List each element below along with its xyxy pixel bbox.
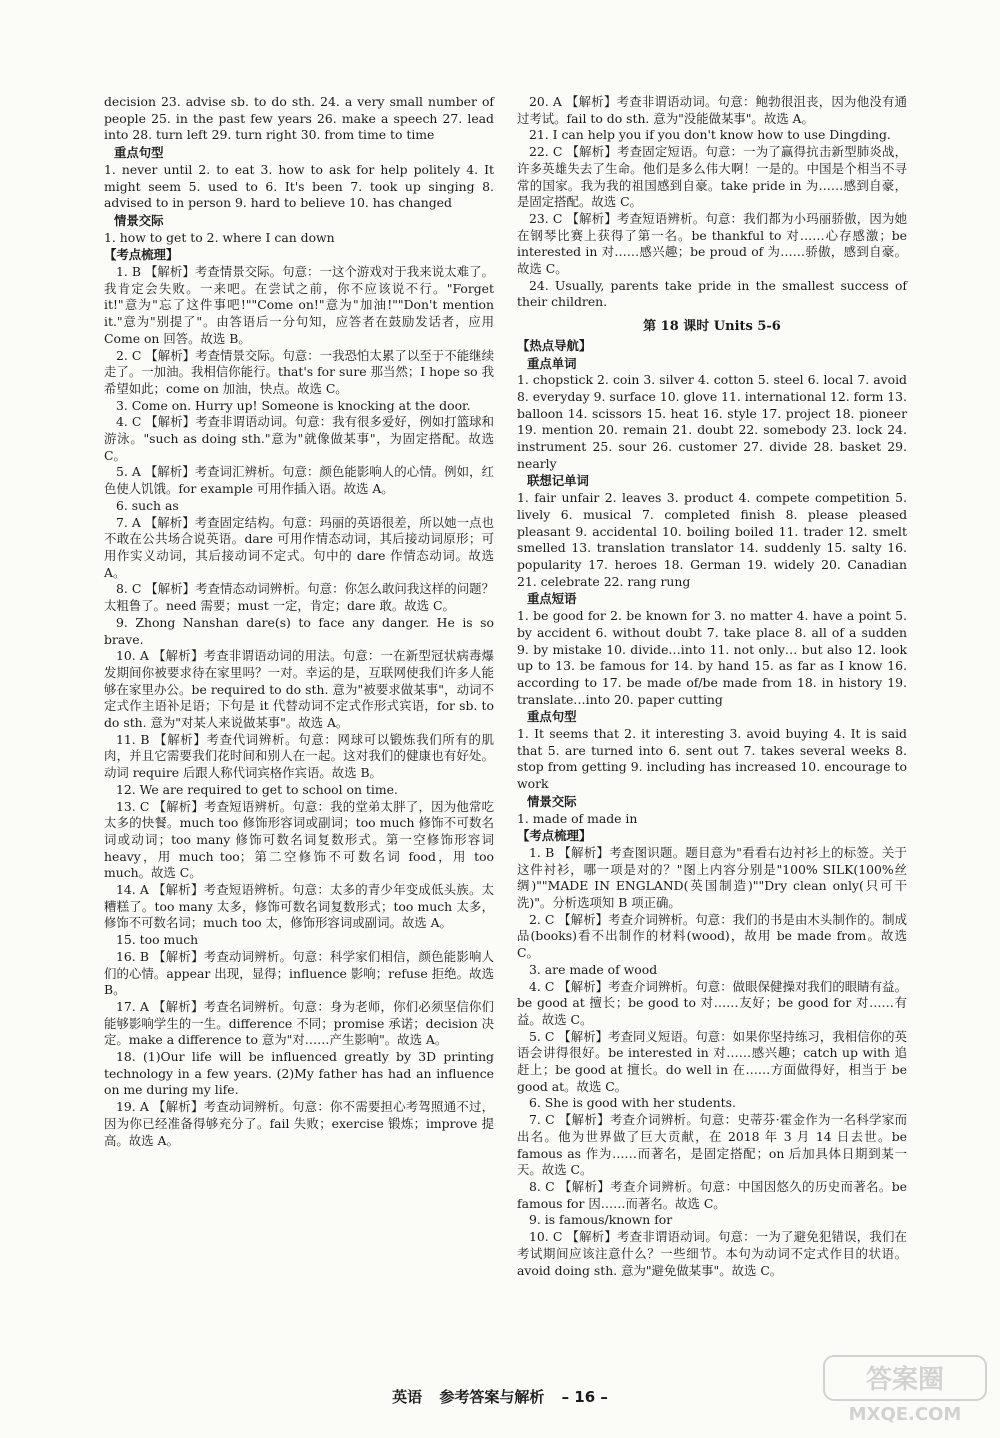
answer-paragraph: 5. C 【解析】考查同义短语。句意：如果你坚持练习，我相信你的英语会讲得很好。be interested in 对……感兴趣；catch up with 追赶上；be good at 擅长。do well in 在……方面做得好，相当于 be good at。故选 C。: [517, 1028, 907, 1094]
answer-paragraph: 11. B 【解析】考查代词辨析。句意：网球可以锻炼我们所有的肌肉，并且它需要我们花时间和别人在一起。这对我们的健康也有好处。动词 require 后跟人称代词宾格作宾语。故选 B。: [104, 731, 494, 781]
answer-paragraph: 9. is famous/known for: [529, 1212, 673, 1228]
section-heading: 情景交际: [114, 212, 164, 228]
answer-paragraph: 18. (1)Our life will be influenced greatly by 3D printing technology in a few years. (2)My father has had an influence on me during my life.: [104, 1049, 494, 1098]
answer-paragraph: 8. C 【解析】考查介词辨析。句意：中国因悠久的历史而著名。be famous for 因……而著名。故选 C。: [517, 1179, 907, 1211]
answer-paragraph: 23. C 【解析】考查短语辨析。句意：我们都为小玛丽骄傲，因为她在钢琴比赛上获得了第一名。be thankful to 对……心存感激；be interested in 对……感兴趣；be proud of 为……骄傲，感到自豪。故选 C。: [517, 210, 907, 277]
answer-paragraph: 1. how to get to 2. where I can down: [104, 229, 335, 245]
answer-paragraph: 24. Usually, parents take pride in the smallest success of their children.: [517, 277, 907, 310]
answer-paragraph: 1. chopstick 2. coin 3. silver 4. cotton 5. steel 6. local 7. avoid 8. everyday 9. surface 10. glove 11. international 12. form 13. balloon 14. scissors 15. heat 16. style 17. project 18. pioneer 19. mention 20. remain 21. doubt 22. somebody 23. lock 24. instrument 25. sour 26. customer 27. divide 28. basket 29. nearly: [517, 372, 907, 471]
answer-paragraph: 22. C 【解析】考查固定短语。句意：一为了赢得抗击新型肺炎战，许多英雄失去了生命。他们是多么伟大啊！一是的。中国是个相当不寻常的国家。我为我的祖国感到自豪。take pride in 为……感到自豪，是固定搭配。故选 C。: [517, 144, 907, 210]
answer-paragraph: 15. too much: [116, 932, 199, 948]
section-heading: 重点单词: [527, 355, 577, 371]
answer-paragraph: 1. B 【解析】考查情景交际。句意：一这个游戏对于我来说太难了。我肯定会失败。一来吧。在尝试之前，你不应该说不行。"Forget it!"意为"忘了这件事吧!""Come on!"意为"加油!""Don't mention it."意为"别提了"。由答语后一分句知，应答者在鼓励发话者，应用 Come on 回答。故选 B。: [104, 264, 494, 346]
answer-paragraph: 21. I can help you if you don't know how to use Dingding.: [529, 127, 891, 143]
answer-paragraph: 19. A 【解析】考查动词辨析。句意：你不需要担心考驾照通不过，因为你已经准备得够充分了。fail 失败；exercise 锻炼；improve 提高。故选 A。: [104, 1099, 494, 1148]
svg-text:MXQE.COM: MXQE.COM: [848, 1404, 962, 1425]
answer-paragraph: 1. never until 2. to eat 3. how to ask for help politely 4. It might seem 5. used to 6. It's been 7. took up singing 8. advised to in person 9. hard to believe 10. has changed: [104, 161, 494, 211]
footer-page-number: – 16 –: [561, 1388, 608, 1406]
footer-section: 参考答案与解析: [439, 1388, 545, 1406]
section-heading: 【考点梳理】: [104, 247, 179, 263]
svg-text:答案圈: 答案圈: [865, 1365, 945, 1395]
answer-paragraph: 9. Zhong Nanshan dare(s) to face any danger. He is so brave.: [104, 614, 494, 647]
answer-paragraph: 1. be good for 2. be known for 3. no matter 4. have a point 5. by accident 6. without doubt 7. take place 8. all of a sudden 9. by mistake 10. divide…into 11. not only… but also 12. look up to 13. be famous for 14. by hand 15. as far as I know 16. according to 17. be made of/be made from 18. in history 19. translate…into 20. paper cutting: [517, 608, 907, 707]
answer-paragraph: decision 23. advise sb. to do sth. 24. a very small number of people 25. in the past few years 26. make a speech 27. lead into 28. turn left 29. turn right 30. from time to time: [104, 94, 494, 143]
left-column: [104, 94, 494, 1149]
section-heading: 【热点导航】: [517, 337, 592, 353]
answer-paragraph: 13. C 【解析】考查短语辨析。句意：我的堂弟太胖了，因为他常吃太多的快餐。much too 修饰形容词或副词；too much 修饰不可数名词或动词；too many 修饰可数名词复数形式。第一空修饰形容词 heavy，用 much too；第二空修饰不可数名词 food，用 too much。故选 C。: [104, 798, 494, 881]
answer-paragraph: 1. made of made in: [517, 810, 638, 826]
answer-paragraph: 7. A 【解析】考查固定结构。句意：玛丽的英语很差，所以她一点也不敢在公共场合说英语。dare 可用作情态动词，其后接动词原形；可用作实义动词，其后接动词不定式。句中的 dare 作情态动词。故选 A。: [104, 514, 494, 580]
answer-paragraph: 10. C 【解析】考查非谓语动词。句意：一为了避免犯错误，我们在考试期间应该注意什么？一些细节。本句为动词不定式作目的状语。avoid doing sth. 意为"避免做某事"。故选 C。: [517, 1229, 907, 1278]
answer-paragraph: 6. such as: [116, 497, 179, 513]
section-heading: 【考点梳理】: [517, 828, 592, 844]
right-column: [517, 94, 907, 1279]
answer-paragraph: 1. B 【解析】考查图识题。题目意为"看看右边衬衫上的标签。关于这件衬衫，哪一项是对的？"图上内容分别是"100% SILK(100%丝绸)""MADE IN ENGLAND(英国制造)""Dry clean only(只可干洗)"。分析选项知 B 项正确。: [517, 844, 907, 911]
section-heading: 联想记单词: [527, 473, 589, 489]
answer-paragraph: 20. A 【解析】考查非谓语动词。句意：鲍勃很沮丧，因为他没有通过考试。fail to do sth. 意为"没能做某事"。故选 A。: [517, 94, 907, 126]
answer-paragraph: 1. It seems that 2. it interesting 3. avoid buying 4. It is said that 5. are turned into 6. sent out 7. takes several weeks 8. stop from getting 9. including has increased 10. encourage to work: [517, 726, 907, 792]
answer-paragraph: 4. C 【解析】考查介词辨析。句意：做眼保健操对我们的眼睛有益。be good at 擅长；be good to 对……友好；be good for 对……有益。故选 C。: [517, 978, 907, 1027]
answer-paragraph: 3. Come on. Hurry up! Someone is knocking at the door.: [116, 397, 471, 413]
answer-paragraph: 2. C 【解析】考查介词辨析。句意：我们的书是由木头制作的。制成品(books)看不出制作的材料(wood)，故用 be made from。故选 C。: [517, 911, 907, 961]
answer-paragraph: 3. are made of wood: [529, 961, 658, 977]
section-heading: 重点句型: [527, 709, 577, 725]
answer-paragraph: 14. A 【解析】考查短语辨析。句意：太多的青少年变成低头族。太糟糕了。too many 太多，修饰可数名词复数形式；too much 太多，修饰不可数名词；much too 太，修饰形容词或副词。故选 A。: [104, 882, 494, 931]
watermark-logo: [820, 1350, 990, 1430]
section-heading: 情景交际: [527, 793, 577, 809]
answer-paragraph: 10. A 【解析】考查非谓语动词的用法。句意：一在新型冠状病毒爆发期间你被要求待在家里吗？一对。幸运的是，互联网使我们许多人能够在家里办公。be required to do sth. 意为"被要求做某事"，动词不定式作主语补足语；下句是 it 代替动词不定式作形式宾语，for sb. to do sth. 意为"对某人来说做某事"。故选 A。: [104, 648, 494, 731]
answer-paragraph: 6. She is good with her students.: [529, 1095, 736, 1111]
footer-subject: 英语: [392, 1388, 423, 1406]
answer-paragraph: 1. fair unfair 2. leaves 3. product 4. compete competition 5. lively 6. musical 7. completed finish 8. please pleased pleasant 9. accidental 10. boiling boiled 11. trader 12. smelt smelled 13. translation translator 14. suddenly 15. salty 16. popularity 17. heroes 18. German 19. widely 20. Canadian 21. celebrate 22. rang rung: [517, 490, 907, 589]
answer-paragraph: 8. C 【解析】考查情态动词辨析。句意：你怎么敢问我这样的问题？太粗鲁了。need 需要；must 一定，肯定；dare 敢。故选 C。: [104, 581, 494, 614]
answer-paragraph: 12. We are required to get to school on time.: [116, 781, 398, 797]
answer-paragraph: 17. A 【解析】考查名词辨析。句意：身为老师，你们必须坚信你们能够影响学生的一生。difference 不同；promise 承诺；decision 决定。make a difference to 意为"对……产生影响"。故选 A。: [104, 998, 494, 1048]
answer-paragraph: 2. C 【解析】考查情景交际。句意：一我恐怕太累了以至于不能继续走了。一加油。我相信你能行。that's for sure 那当然；I hope so 我希望如此；come on 加油，快点。故选 C。: [104, 347, 494, 396]
answer-paragraph: 5. A 【解析】考查词汇辨析。句意：颜色能影响人的心情。例如，红色使人饥饿。for example 可用作插入语。故选 A。: [104, 464, 494, 497]
answer-paragraph: 7. C 【解析】考查介词辨析。句意：史蒂芬·霍金作为一名科学家而出名。他为世界做了巨大贡献，在 2018 年 3 月 14 日去世。be famous as 作为……而著名，是固定搭配；on 后加具体日期到某一天。故选 C。: [517, 1112, 907, 1178]
section-heading: 重点短语: [527, 591, 577, 607]
section-heading: 第 18 课时 Units 5-6: [643, 319, 781, 335]
answer-paragraph: 4. C 【解析】考查非谓语动词。句意：我有很多爱好，例如打篮球和游泳。"such as doing sth."意为"就像做某事"，为固定搭配。故选 C。: [104, 414, 494, 463]
section-heading: 重点句型: [114, 145, 164, 161]
answer-paragraph: 16. B 【解析】考查动词辨析。句意：科学家们相信，颜色能影响人们的心情。appear 出现，显得；influence 影响；refuse 拒绝。故选 B。: [104, 948, 494, 998]
